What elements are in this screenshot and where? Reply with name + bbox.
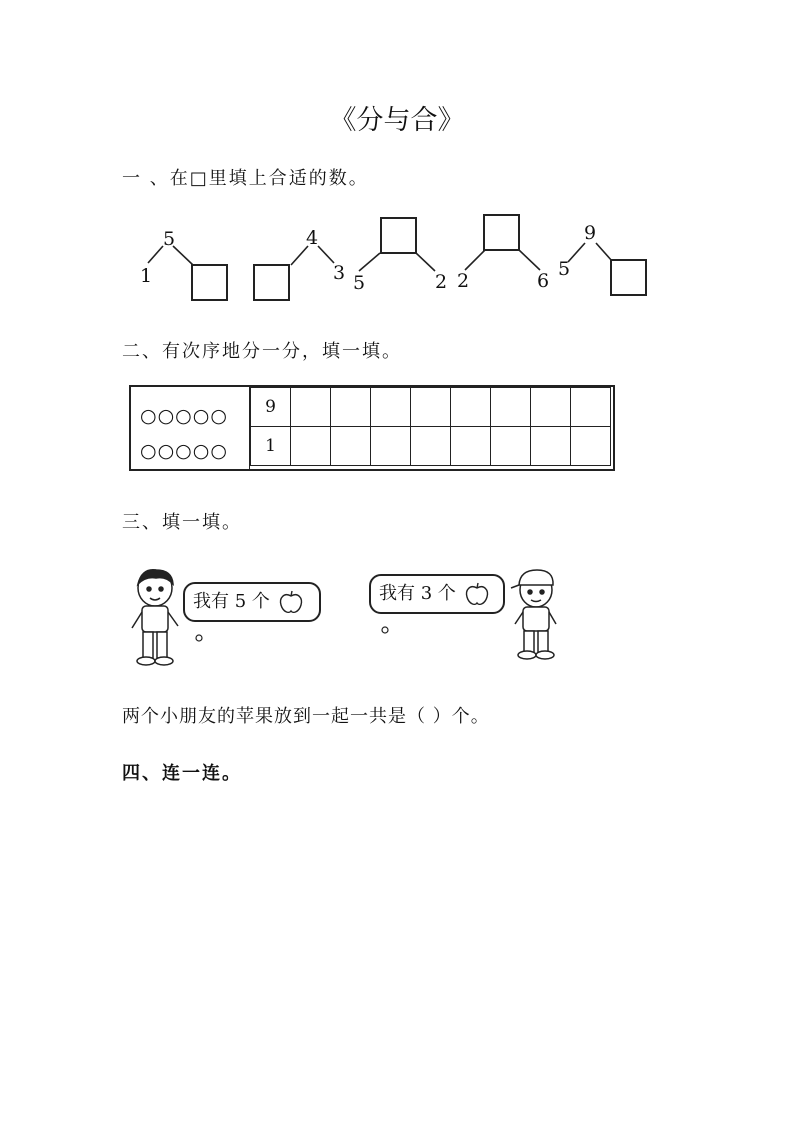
- answer-box[interactable]: [380, 217, 417, 254]
- bond-line: [318, 246, 334, 263]
- grid-cell[interactable]: [291, 427, 331, 466]
- bubble-tail-icon: [195, 634, 203, 642]
- bond-line: [148, 246, 163, 263]
- grid-cell[interactable]: [531, 427, 571, 466]
- boy-with-cap-icon: [508, 568, 564, 660]
- bond-line: [519, 250, 540, 270]
- speech-bubble-right: [369, 574, 505, 614]
- grid-cell[interactable]: [371, 427, 411, 466]
- bond-top-number: 9: [584, 222, 597, 244]
- boy-icon: [128, 568, 186, 666]
- bond-line: [568, 243, 585, 262]
- circles-cell: [131, 387, 250, 469]
- table-row: [251, 427, 611, 466]
- answer-grid: [250, 387, 611, 466]
- grid-cell[interactable]: [331, 388, 371, 427]
- bond-line: [465, 250, 485, 270]
- grid-cell[interactable]: [411, 427, 451, 466]
- bubble-left-text: 我有 5 个: [193, 591, 270, 612]
- answer-box[interactable]: [253, 264, 290, 301]
- table-row: [251, 388, 611, 427]
- split-table: [129, 385, 615, 471]
- grid-cell[interactable]: [571, 427, 611, 466]
- grid-cell[interactable]: [371, 388, 411, 427]
- grid-cell[interactable]: [291, 388, 331, 427]
- question-1-label: 一 、在□里填上合适的数。: [122, 168, 369, 189]
- grid-cell[interactable]: [491, 388, 531, 427]
- speech-bubble-left: [183, 582, 321, 622]
- apple-icon: [464, 581, 490, 607]
- bond-line: [416, 253, 435, 271]
- question-3-label: 三、填一填。: [122, 512, 242, 533]
- bond-top-number: 4: [306, 227, 319, 249]
- answer-box[interactable]: [191, 264, 228, 301]
- grid-cell[interactable]: [531, 388, 571, 427]
- page-title: 《分与合》: [329, 105, 465, 136]
- bubble-tail-icon: [381, 626, 389, 634]
- question-3-text: 两个小朋友的苹果放到一起一共是（ ）个。: [122, 706, 490, 727]
- question-4-label: 四、连一连。: [122, 763, 242, 784]
- bond-right-number: 2: [435, 271, 448, 293]
- grid-cell[interactable]: [451, 388, 491, 427]
- bond-left-number: 5: [353, 272, 366, 294]
- bond-line: [173, 246, 193, 265]
- question-2-label: 二、有次序地分一分，填一填。: [122, 341, 402, 362]
- bond-left-number: 5: [558, 258, 571, 280]
- bubble-right-text: 我有 3 个: [379, 583, 456, 604]
- grid-cell[interactable]: [451, 427, 491, 466]
- first-number-cell: 1: [251, 427, 291, 466]
- answer-box[interactable]: [610, 259, 647, 296]
- bond-left-number: 1: [140, 265, 153, 287]
- bond-right-number: 6: [537, 270, 550, 292]
- bond-top-number: 5: [163, 228, 176, 250]
- grid-cell[interactable]: [491, 427, 531, 466]
- grid-cell[interactable]: [331, 427, 371, 466]
- bond-line: [359, 253, 380, 271]
- grid-cell[interactable]: [571, 388, 611, 427]
- first-number-cell: 9: [251, 388, 291, 427]
- number-bond-lines: [0, 0, 794, 320]
- bond-right-number: 3: [333, 262, 346, 284]
- bond-left-number: 2: [457, 270, 470, 292]
- grid-cell[interactable]: [411, 388, 451, 427]
- answer-box[interactable]: [483, 214, 520, 251]
- apple-icon: [278, 589, 304, 615]
- circles-row: ○○○○○: [140, 440, 228, 462]
- circles-row: ○○○○○: [140, 405, 228, 427]
